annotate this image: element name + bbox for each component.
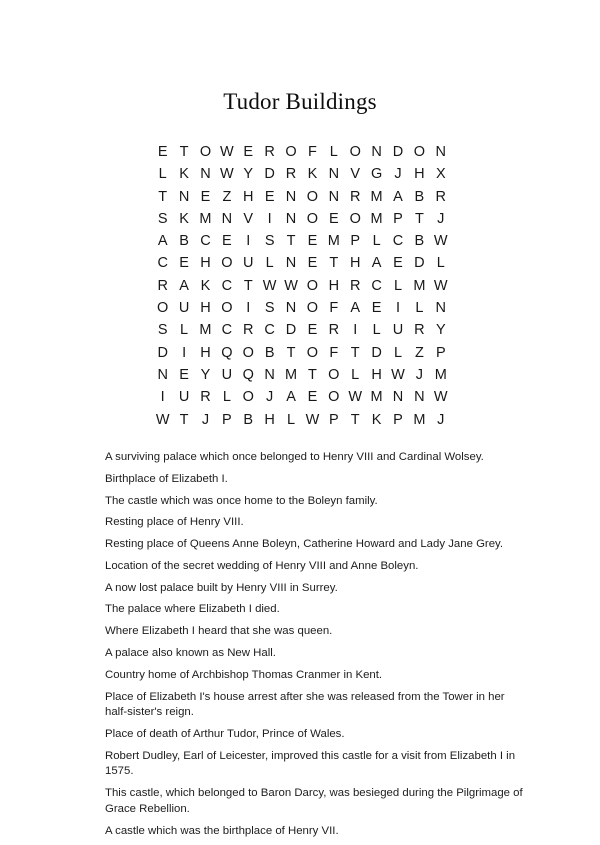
- clue-item: Robert Dudley, Earl of Leicester, improved this castle for a visit from Elizabeth I in 1575.: [105, 749, 516, 778]
- grid-cell[interactable]: L: [180, 322, 189, 339]
- grid-cell[interactable]: N: [435, 300, 447, 317]
- grid-cell[interactable]: E: [179, 366, 189, 383]
- grid-cell[interactable]: O: [199, 144, 212, 160]
- grid-cell[interactable]: H: [200, 255, 211, 272]
- grid-cell[interactable]: H: [328, 277, 340, 294]
- grid-cell[interactable]: C: [157, 255, 168, 272]
- grid-cell[interactable]: J: [415, 366, 423, 383]
- grid-cell[interactable]: J: [437, 411, 445, 428]
- grid-cell[interactable]: Q: [242, 366, 254, 383]
- grid-cell[interactable]: M: [199, 210, 212, 227]
- clue-item: Place of Elizabeth I's house arrest after she was released from the Tower in her half-sister's reign.: [105, 690, 505, 719]
- grid-cell[interactable]: T: [329, 255, 339, 272]
- grid-row: [152, 230, 452, 252]
- grid-row: [152, 252, 452, 274]
- grid-cell[interactable]: P: [350, 233, 361, 250]
- grid-cell[interactable]: D: [285, 322, 297, 339]
- grid-cell[interactable]: P: [393, 210, 403, 227]
- grid-cell[interactable]: P: [222, 411, 232, 428]
- grid-cell[interactable]: W: [348, 389, 363, 406]
- grid-cell[interactable]: O: [285, 144, 297, 160]
- grid-cell[interactable]: T: [308, 366, 317, 383]
- grid-cell[interactable]: I: [246, 300, 251, 317]
- grid-row: [152, 275, 452, 297]
- clue-item: Resting place of Henry VIII.: [105, 516, 244, 529]
- grid-row: [152, 342, 452, 364]
- grid-cell[interactable]: P: [393, 411, 403, 428]
- grid-cell[interactable]: N: [221, 210, 233, 227]
- grid-cell[interactable]: Z: [414, 344, 424, 361]
- grid-cell[interactable]: I: [395, 300, 400, 317]
- clue-item: Country home of Archbishop Thomas Cranmer in Kent.: [105, 668, 383, 681]
- grid-cell[interactable]: R: [157, 277, 168, 294]
- grid-cell[interactable]: U: [392, 322, 404, 339]
- grid-cell[interactable]: F: [329, 344, 339, 361]
- grid-cell[interactable]: I: [182, 344, 187, 361]
- grid-cell[interactable]: B: [414, 188, 425, 205]
- grid-cell[interactable]: L: [415, 300, 424, 317]
- grid-cell[interactable]: L: [372, 322, 381, 339]
- grid-row: [152, 319, 452, 341]
- grid-cell[interactable]: Y: [435, 322, 446, 339]
- grid-cell[interactable]: E: [222, 233, 232, 250]
- grid-cell[interactable]: V: [350, 166, 361, 183]
- grid-cell[interactable]: O: [413, 144, 426, 160]
- grid-cell[interactable]: Y: [200, 366, 211, 383]
- grid-cell[interactable]: U: [221, 366, 233, 383]
- grid-cell[interactable]: O: [349, 144, 361, 160]
- grid-cell[interactable]: F: [329, 300, 339, 317]
- grid-cell[interactable]: N: [285, 188, 297, 205]
- grid-cell[interactable]: E: [328, 210, 339, 227]
- grid-cell[interactable]: A: [393, 188, 403, 205]
- grid-cell[interactable]: L: [351, 366, 360, 383]
- grid-cell[interactable]: H: [264, 411, 275, 428]
- clue-item: Birthplace of Elizabeth I.: [105, 472, 228, 485]
- grid-cell[interactable]: E: [243, 144, 254, 160]
- clue-item: Place of death of Arthur Tudor, Prince of Wales.: [105, 727, 345, 740]
- grid-cell[interactable]: L: [329, 144, 338, 160]
- grid-cell[interactable]: W: [155, 411, 170, 428]
- grid-cell[interactable]: M: [370, 389, 383, 406]
- grid-cell[interactable]: P: [435, 344, 446, 361]
- grid-cell[interactable]: Q: [221, 344, 233, 361]
- grid-row: [152, 364, 452, 386]
- grid-cell[interactable]: Z: [222, 188, 232, 205]
- grid-cell[interactable]: U: [178, 389, 190, 406]
- grid-cell[interactable]: N: [285, 300, 297, 317]
- word-search-grid: [152, 141, 452, 431]
- grid-cell[interactable]: N: [328, 166, 340, 183]
- grid-row: [152, 141, 452, 163]
- clue-item: A surviving palace which once belonged to Henry VIII and Cardinal Wolsey.: [105, 451, 484, 463]
- grid-cell[interactable]: C: [221, 277, 233, 294]
- grid-cell[interactable]: O: [306, 188, 319, 205]
- grid-cell[interactable]: E: [307, 322, 318, 339]
- grid-cell[interactable]: J: [201, 411, 210, 428]
- grid-cell[interactable]: W: [262, 277, 277, 294]
- grid-cell[interactable]: M: [199, 322, 212, 339]
- grid-cell[interactable]: N: [414, 389, 425, 406]
- grid-cell[interactable]: L: [287, 411, 296, 428]
- clue-item: A palace also known as New Hall.: [105, 647, 276, 660]
- grid-cell[interactable]: T: [286, 344, 296, 361]
- grid-cell[interactable]: R: [328, 322, 340, 339]
- grid-cell[interactable]: L: [372, 233, 381, 250]
- grid-cell[interactable]: S: [157, 210, 168, 227]
- grid-cell[interactable]: B: [179, 233, 189, 250]
- grid-cell[interactable]: I: [160, 389, 165, 406]
- grid-cell[interactable]: O: [242, 344, 254, 361]
- grid-cell[interactable]: E: [200, 188, 211, 205]
- grid-cell[interactable]: R: [200, 389, 211, 406]
- clue-item: Resting place of Queens Anne Boleyn, Catherine Howard and Lady Jane Grey.: [105, 538, 504, 551]
- grid-row: [152, 186, 452, 208]
- grid-cell[interactable]: K: [179, 210, 189, 227]
- grid-cell[interactable]: M: [327, 233, 340, 250]
- grid-cell[interactable]: E: [157, 144, 168, 160]
- grid-cell[interactable]: C: [371, 277, 382, 294]
- grid-cell[interactable]: N: [285, 255, 297, 272]
- grid-cell[interactable]: H: [371, 366, 382, 383]
- grid-cell[interactable]: H: [243, 188, 254, 205]
- grid-cell[interactable]: N: [328, 188, 340, 205]
- clue-item: A now lost palace built by Henry VIII in Surrey.: [105, 581, 338, 594]
- grid-cell[interactable]: O: [306, 300, 319, 317]
- grid-cell[interactable]: C: [392, 233, 404, 250]
- grid-cell[interactable]: D: [157, 344, 168, 361]
- grid-row: [152, 163, 452, 185]
- grid-cell[interactable]: N: [435, 144, 447, 160]
- grid-cell[interactable]: W: [305, 411, 320, 428]
- grid-cell[interactable]: E: [371, 300, 382, 317]
- grid-row: [152, 409, 452, 431]
- grid-cell[interactable]: O: [349, 210, 361, 227]
- grid-cell[interactable]: K: [179, 166, 189, 183]
- grid-cell[interactable]: N: [264, 366, 275, 383]
- grid-cell[interactable]: T: [286, 233, 296, 250]
- grid-cell[interactable]: D: [414, 255, 425, 272]
- grid-cell[interactable]: L: [265, 255, 274, 272]
- grid-cell[interactable]: T: [414, 210, 424, 227]
- grid-cell[interactable]: D: [392, 144, 404, 160]
- grid-cell[interactable]: I: [353, 322, 358, 339]
- grid-cell[interactable]: C: [200, 233, 211, 250]
- grid-cell[interactable]: L: [158, 166, 167, 183]
- grid-cell[interactable]: O: [157, 300, 169, 317]
- grid-cell[interactable]: L: [393, 277, 403, 294]
- grid-cell[interactable]: S: [264, 300, 275, 317]
- grid-cell[interactable]: T: [179, 144, 189, 160]
- grid-cell[interactable]: R: [435, 188, 447, 205]
- grid-cell[interactable]: B: [264, 344, 275, 361]
- clue-item: The palace where Elizabeth I died.: [105, 603, 280, 616]
- grid-cell[interactable]: A: [371, 255, 382, 272]
- grid-cell[interactable]: K: [371, 411, 382, 428]
- grid-cell[interactable]: O: [306, 210, 319, 227]
- grid-cell[interactable]: C: [221, 322, 233, 339]
- grid-cell[interactable]: A: [286, 389, 296, 406]
- grid-cell[interactable]: H: [200, 344, 211, 361]
- grid-cell[interactable]: E: [264, 188, 275, 205]
- grid-row: [152, 386, 452, 408]
- grid-cell[interactable]: R: [349, 188, 361, 205]
- clue-list: [105, 450, 523, 845]
- grid-cell[interactable]: O: [242, 389, 254, 406]
- grid-cell[interactable]: W: [220, 144, 234, 160]
- grid-cell[interactable]: L: [393, 344, 403, 361]
- clue-item: Location of the secret wedding of Henry VIII and Anne Boleyn.: [105, 559, 419, 572]
- grid-cell[interactable]: D: [264, 166, 275, 183]
- grid-cell[interactable]: J: [266, 389, 274, 406]
- grid-cell[interactable]: M: [370, 188, 383, 205]
- grid-cell[interactable]: I: [246, 233, 251, 250]
- grid-cell[interactable]: Y: [243, 166, 254, 183]
- grid-cell[interactable]: W: [433, 233, 448, 250]
- grid-cell[interactable]: N: [392, 389, 404, 406]
- grid-cell[interactable]: R: [264, 144, 275, 160]
- grid-cell[interactable]: M: [284, 366, 298, 383]
- grid-cell[interactable]: W: [220, 166, 234, 183]
- clue-item: This castle, which belonged to Baron Darcy, was besieged during the Pilgrimage of Grace Rebellion.: [105, 787, 523, 815]
- grid-cell[interactable]: O: [306, 277, 319, 294]
- grid-cell[interactable]: S: [157, 322, 168, 339]
- grid-cell[interactable]: W: [284, 277, 298, 294]
- grid-cell[interactable]: G: [370, 166, 383, 183]
- grid-cell[interactable]: N: [200, 166, 211, 183]
- grid-cell[interactable]: T: [350, 344, 360, 361]
- grid-cell[interactable]: T: [350, 411, 360, 428]
- grid-cell[interactable]: C: [264, 322, 275, 339]
- grid-cell[interactable]: M: [413, 277, 426, 294]
- grid-cell[interactable]: J: [394, 166, 402, 183]
- grid-cell[interactable]: R: [285, 166, 297, 183]
- grid-cell[interactable]: H: [349, 255, 361, 272]
- grid-cell[interactable]: M: [413, 411, 426, 428]
- grid-cell[interactable]: A: [350, 300, 361, 317]
- grid-cell[interactable]: X: [435, 166, 446, 183]
- grid-cell[interactable]: W: [391, 366, 405, 383]
- grid-cell[interactable]: B: [243, 411, 254, 428]
- grid-cell[interactable]: T: [179, 411, 189, 428]
- grid-cell[interactable]: N: [157, 366, 168, 383]
- grid-cell[interactable]: E: [393, 255, 403, 272]
- grid-cell[interactable]: H: [414, 166, 425, 183]
- grid-cell[interactable]: E: [307, 255, 318, 272]
- grid-cell[interactable]: R: [349, 277, 361, 294]
- grid-cell[interactable]: R: [243, 322, 254, 339]
- grid-cell[interactable]: D: [371, 344, 382, 361]
- grid-cell[interactable]: N: [285, 210, 297, 227]
- grid-cell[interactable]: A: [179, 277, 189, 294]
- grid-cell[interactable]: F: [308, 144, 317, 160]
- grid-cell[interactable]: A: [157, 233, 168, 250]
- grid-cell[interactable]: U: [178, 300, 190, 317]
- page-title: Tudor Buildings: [223, 89, 377, 114]
- grid-cell[interactable]: O: [306, 344, 319, 361]
- grid-cell[interactable]: J: [437, 210, 445, 227]
- grid-cell[interactable]: E: [307, 389, 318, 406]
- grid-cell[interactable]: H: [200, 300, 211, 317]
- grid-cell[interactable]: E: [307, 233, 318, 250]
- grid-cell[interactable]: N: [371, 144, 382, 160]
- clue-item: A castle which was the birthplace of Henry VII.: [105, 824, 339, 837]
- grid-cell[interactable]: O: [328, 366, 340, 383]
- grid-cell[interactable]: M: [370, 210, 383, 227]
- grid-cell[interactable]: L: [436, 255, 445, 272]
- grid-cell[interactable]: T: [243, 277, 253, 294]
- clue-item: The castle which was once home to the Boleyn family.: [105, 494, 378, 507]
- grid-cell[interactable]: R: [414, 322, 425, 339]
- grid-row: [152, 208, 452, 230]
- grid-cell[interactable]: O: [221, 300, 233, 317]
- grid-cell[interactable]: T: [158, 188, 168, 205]
- grid-cell[interactable]: O: [328, 389, 340, 406]
- grid-cell[interactable]: E: [179, 255, 189, 272]
- grid-cell[interactable]: N: [178, 188, 190, 205]
- grid-cell[interactable]: P: [328, 411, 339, 428]
- clue-item: Where Elizabeth I heard that she was queen.: [105, 625, 333, 638]
- grid-row: [152, 297, 452, 319]
- grid-cell[interactable]: B: [414, 233, 425, 250]
- grid-cell[interactable]: K: [307, 166, 318, 183]
- grid-cell[interactable]: W: [433, 277, 448, 294]
- grid-cell[interactable]: I: [267, 210, 272, 227]
- grid-cell[interactable]: U: [243, 255, 254, 272]
- grid-cell[interactable]: V: [243, 210, 254, 227]
- grid-cell[interactable]: M: [434, 366, 447, 383]
- grid-cell[interactable]: L: [222, 389, 231, 406]
- grid-cell[interactable]: K: [200, 277, 211, 294]
- grid-cell[interactable]: S: [264, 233, 275, 250]
- grid-cell[interactable]: O: [221, 255, 233, 272]
- grid-cell[interactable]: W: [433, 389, 448, 406]
